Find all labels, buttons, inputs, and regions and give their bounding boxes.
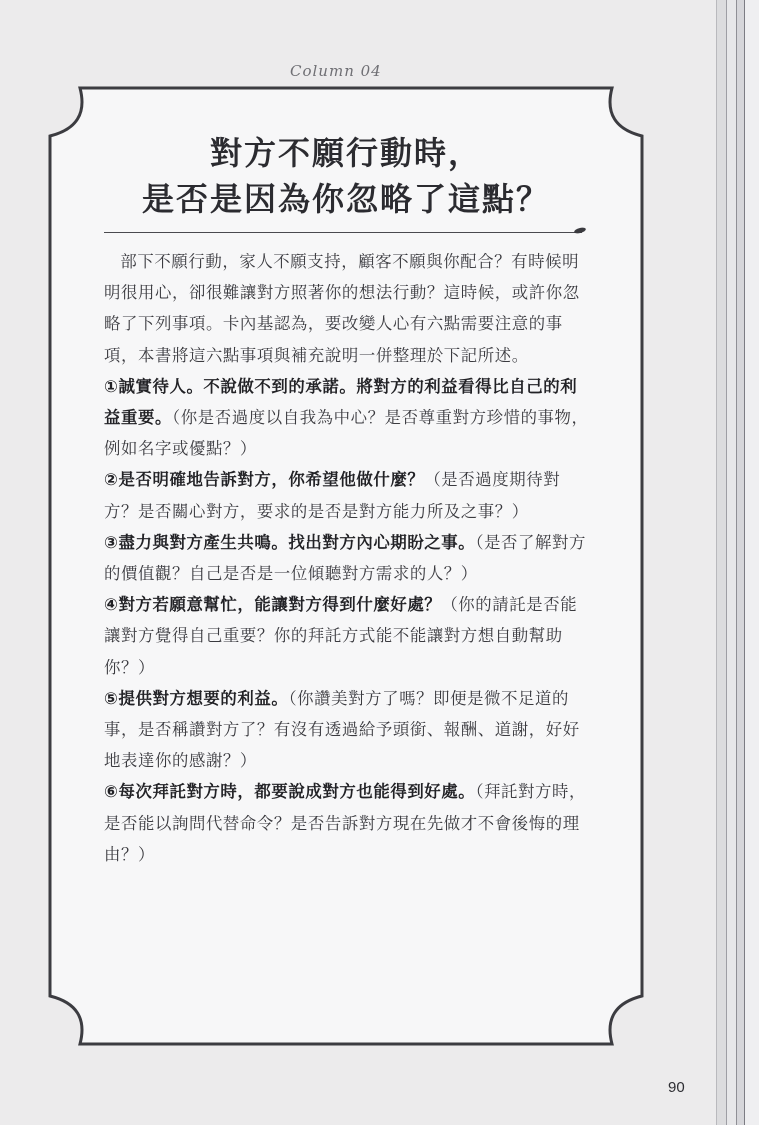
page-title-line2: 是否是因為你忽略了這點？ — [141, 180, 550, 218]
list-item — [104, 589, 590, 683]
page-title-line1: 對方不願行動時， — [209, 134, 482, 172]
list-item — [104, 464, 590, 526]
item-heading: ①誠實待人。不說做不到的承諾。將對方的利益看得比自己的利益重要。 — [104, 376, 578, 428]
page-number: 90 — [668, 1079, 685, 1096]
article-body — [104, 246, 590, 870]
item-heading: ③盡力與對方產生共鳴。找出對方內心期盼之事。 — [104, 532, 476, 552]
item-note: （是否了解對方的價值觀？自己是否是一位傾聽對方需求的人？） — [104, 532, 587, 584]
list-item — [104, 683, 590, 777]
item-note: （拜託對方時，是否能以詢問代替命令？是否告訴對方現在先做才不會後悔的理由？） — [104, 782, 587, 864]
item-note: （是否過度期待對方？是否關心對方，要求的是否是對方能力所及之事？） — [104, 470, 561, 521]
list-item — [104, 776, 590, 870]
item-note: （你讚美對方了嗎？即便是微不足道的事，是否稱讚對方了？有沒有透過給予頭銜、報酬、道謝，好好地表達你的感謝？） — [104, 688, 580, 771]
item-heading: ⑥每次拜託對方時，都要說成對方也能得到好處。 — [104, 782, 476, 802]
list-item — [104, 371, 590, 465]
item-note: （你是否過度以自我為中心？是否尊重對方珍惜的事物，例如名字或優點？） — [104, 408, 589, 459]
item-heading: ②是否明確地告訴對方，你希望他做什麼？ — [104, 470, 425, 490]
item-heading: ⑤提供對方想要的利益。 — [104, 688, 289, 708]
list-item — [104, 527, 590, 589]
item-heading: ④對方若願意幫忙，能讓對方得到什麼好處？ — [104, 595, 442, 615]
page-edge — [744, 0, 759, 1125]
intro-paragraph: 部下不願行動，家人不願支持，顧客不願與你配合？有時候明明很用心，卻很難讓對方照著你的想法行動？這時候，或許你忽略了下列事項。卡內基認為，要改變人心有六點需要注意的事項，本書將這六點事項與補充說明一併整理於下記所述。 — [104, 252, 580, 365]
title-divider — [104, 232, 582, 233]
column-header: Column 04 — [290, 62, 382, 80]
item-note: （你的請託是否能讓對方覺得自己重要？你的拜託方式能不能讓對方想自動幫助你？） — [104, 595, 578, 677]
